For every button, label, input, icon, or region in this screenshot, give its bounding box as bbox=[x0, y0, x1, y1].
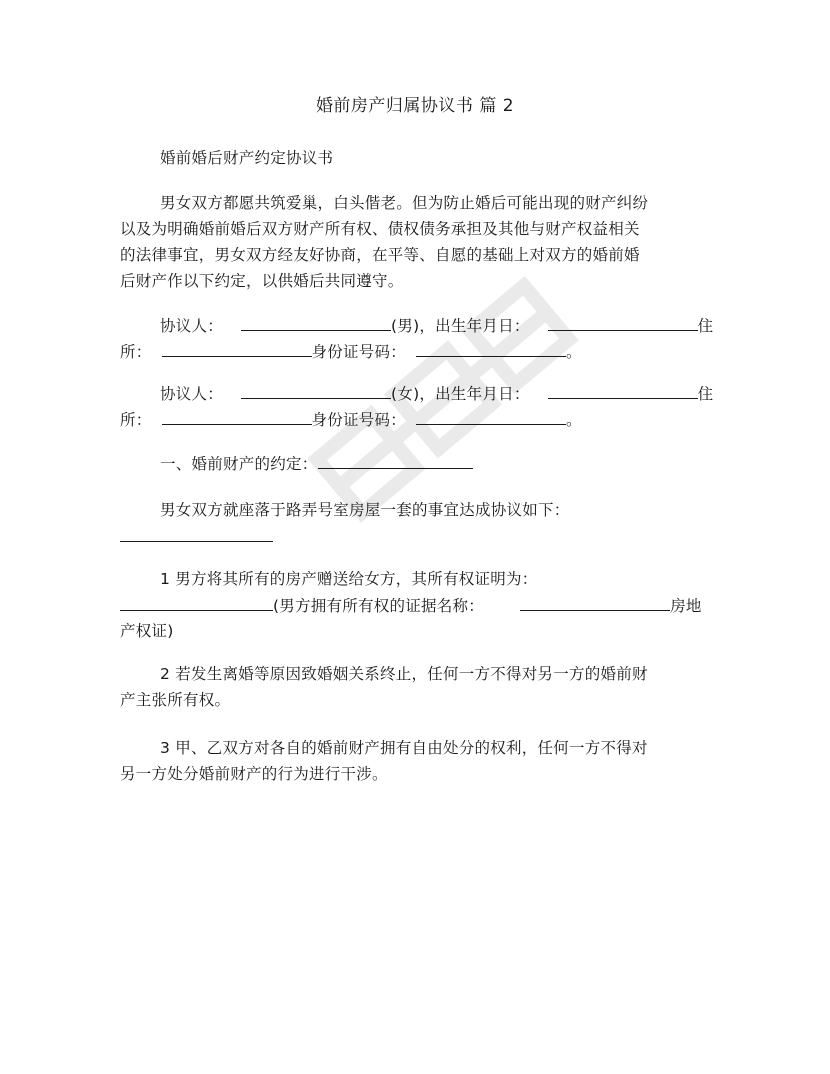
party-male-address-tail: 住 bbox=[697, 317, 714, 335]
item3-line-1: 3 甲、乙双方对各自的婚前财产拥有自由处分的权利，任何一方不得对 bbox=[160, 739, 648, 757]
party-female-address-blank[interactable] bbox=[162, 409, 312, 425]
party-female-address-head: 所： bbox=[120, 411, 152, 429]
item1-line-2 bbox=[120, 595, 702, 616]
party-male-id-label: 身份证号码： bbox=[311, 343, 407, 361]
party-male-end: 。 bbox=[566, 343, 582, 361]
section1-intro-blank-line bbox=[120, 526, 273, 547]
item1-mid: (男方拥有所有权的证据名称： bbox=[273, 597, 485, 615]
item2-line-2: 产主张所有权。 bbox=[120, 691, 231, 709]
subtitle: 婚前婚后财产约定协议书 bbox=[160, 149, 334, 167]
intro-line-1: 男女双方都愿共筑爱巢，白头偕老。但为防止婚后可能出现的财产纠纷 bbox=[160, 194, 649, 212]
section1-heading-line bbox=[160, 453, 473, 474]
party-male-address-head: 所： bbox=[120, 343, 152, 361]
party-female-id-blank[interactable] bbox=[416, 409, 566, 425]
item1-line-3: 产权证) bbox=[120, 622, 174, 640]
item1-line-1: 1 男方将其所有的房产赠送给女方，其所有权证明为： bbox=[160, 570, 538, 588]
item3-line-2: 另一方处分婚前财产的行为进行干涉。 bbox=[120, 765, 388, 783]
party-male-line-1 bbox=[160, 315, 713, 336]
party-female-end: 。 bbox=[566, 411, 582, 429]
party-female-gender: (女)，出生年月日： bbox=[391, 385, 530, 403]
party-female-line-2 bbox=[120, 409, 582, 430]
party-male-label: 协议人： bbox=[160, 317, 224, 335]
section1-blank[interactable] bbox=[318, 453, 473, 469]
section1-intro-blank[interactable] bbox=[120, 526, 273, 542]
intro-line-4: 后财产作以下约定，以供婚后共同遵守。 bbox=[120, 272, 404, 290]
party-female-name-blank[interactable] bbox=[241, 383, 391, 399]
party-female-birth-blank[interactable] bbox=[548, 383, 698, 399]
item1-tail: 房地 bbox=[670, 597, 702, 615]
party-male-address-blank[interactable] bbox=[162, 341, 312, 357]
item2-line-1: 2 若发生离婚等原因致婚姻关系终止，任何一方不得对另一方的婚前财 bbox=[160, 665, 648, 683]
page-title: 婚前房产归属协议书 篇 2 bbox=[315, 96, 515, 116]
section1-intro: 男女双方就座落于路弄号室房屋一套的事宜达成协议如下： bbox=[160, 501, 570, 519]
party-female-id-label: 身份证号码： bbox=[311, 411, 407, 429]
item1-proof-blank[interactable] bbox=[120, 595, 273, 611]
party-male-birth-blank[interactable] bbox=[548, 315, 698, 331]
section1-heading: 一、婚前财产的约定： bbox=[160, 455, 318, 473]
item1-evidence-blank[interactable] bbox=[520, 595, 670, 611]
party-female-line-1 bbox=[160, 383, 713, 404]
intro-line-2: 以及为明确婚前婚后双方财产所有权、债权债务承担及其他与财产权益相关 bbox=[120, 220, 640, 238]
intro-line-3: 的法律事宜，男女双方经友好协商，在平等、自愿的基础上对双方的婚前婚 bbox=[120, 246, 640, 264]
party-male-gender: (男)，出生年月日： bbox=[391, 317, 530, 335]
party-male-name-blank[interactable] bbox=[241, 315, 391, 331]
party-male-id-blank[interactable] bbox=[416, 341, 566, 357]
party-female-address-tail: 住 bbox=[697, 385, 714, 403]
party-female-label: 协议人： bbox=[160, 385, 224, 403]
party-male-line-2 bbox=[120, 341, 582, 362]
